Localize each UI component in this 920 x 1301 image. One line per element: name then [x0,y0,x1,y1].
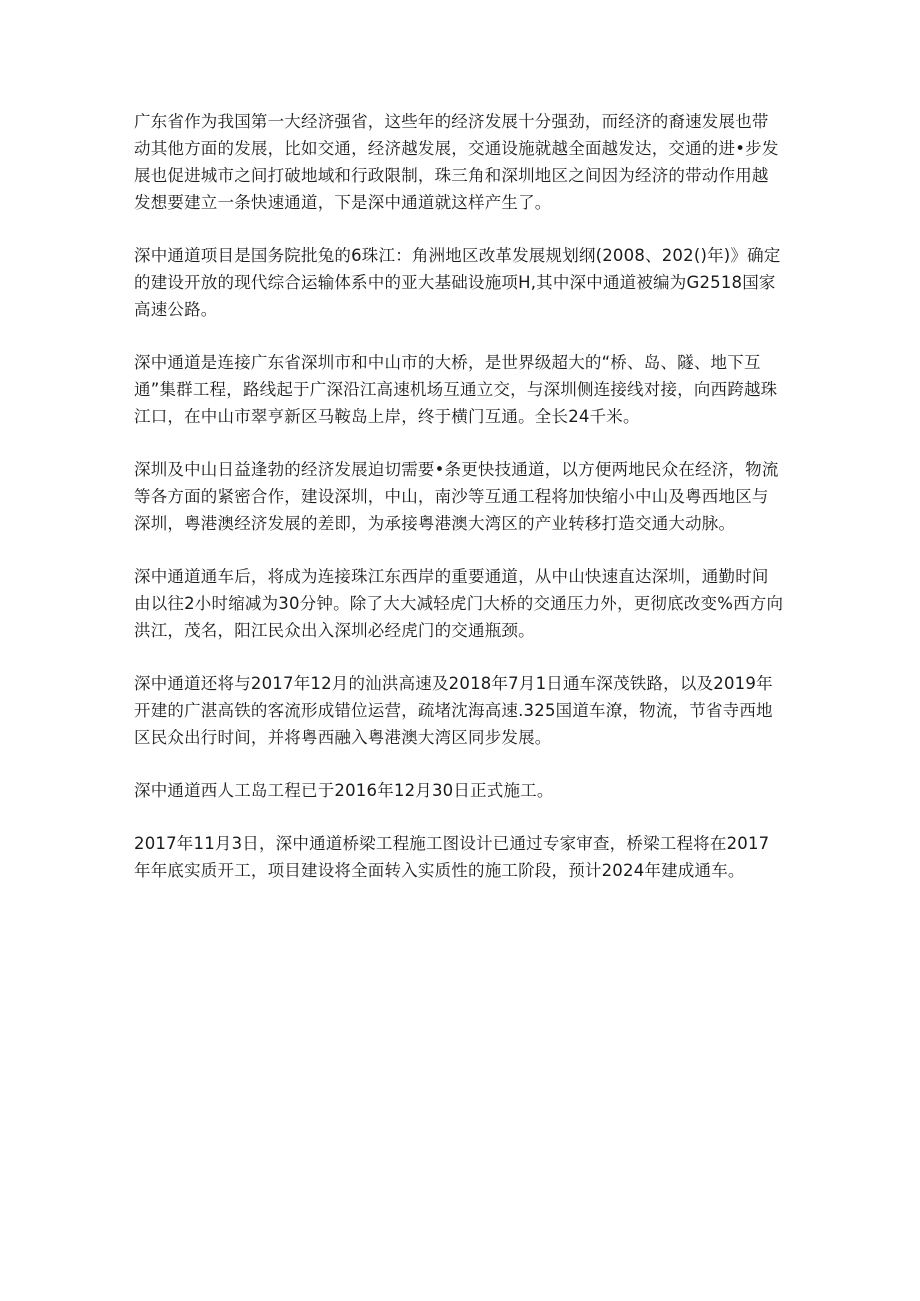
paragraph: 深圳及中山日益逢勃的经济发展迫切需要•条更快技通道，以方便两地民众在经济，物流等各方面的紧密合作，建设深圳，中山，南沙等互通工程将加快缩小中山及粤西地区与深圳，粤港澳经济发展的差即，为承接粤港澳大湾区的产业转移打造交通大动脉。 [134,460,779,533]
document-body [134,108,784,910]
paragraph: 深中通道是连接广东省深圳市和中山市的大桥，是世界级超大的“桥、岛、隧、地下互通”集群工程，路线起于广深沿江高速机场互通立交，与深圳侧连接线对接，向西跨越珠江口，在中山市翠亨新区马鞍岛上岸，终于横门互通。全长24千米。 [134,353,778,426]
paragraph: 深中通道通车后，将成为连接珠江东西岸的重要通道，从中山快速直达深圳，通勤时间由以往2小时缩减为30分钟。除了大大减轻虎门大桥的交通压力外，更彻底改变%西方向洪江，茂名，阳江民众出入深圳必经虎门的交通瓶颈。 [134,567,784,640]
paragraph: 深中通道西人工岛工程已于2016年12月30日正式施工。 [134,781,554,800]
paragraph: 深中通道还将与2017年12月的汕洪高速及2018年7月1日通车深茂铁路，以及2019年开建的广湛高铁的客流形成错位运营，疏堵沈海高速.325国道车潦，物流，节省寺西地区民众出行时间，并将粤西融入粤港澳大湾区同步发展。 [134,674,773,747]
paragraph: 2017年11月3日，深中通道桥梁工程施工图设计已通过专家审查，桥梁工程将在2017年年底实质开工，项目建设将全面转入实质性的施工阶段，预计2024年建成通车。 [134,834,770,880]
paragraph: 广东省作为我国第一大经济强省，这些年的经济发展十分强劲，而经济的裔速发展也带动其他方面的发展，比如交通，经济越发展，交通设施就越全面越发达，交通的进•步发展也促进城市之间打破地域和行政限制，珠三角和深圳地区之间因为经济的带动作用越发想要建立一条快速通道，下是深中通道就这样产生了。 [134,112,779,212]
paragraph: 深中通道项目是国务院批兔的6珠江：角洲地区改革发展规划纲(2008、202()年)》确定的建设开放的现代综合运输体系中的亚大基础设施项H,其中深中通道被编为G2518国家高速公路。 [134,246,781,319]
